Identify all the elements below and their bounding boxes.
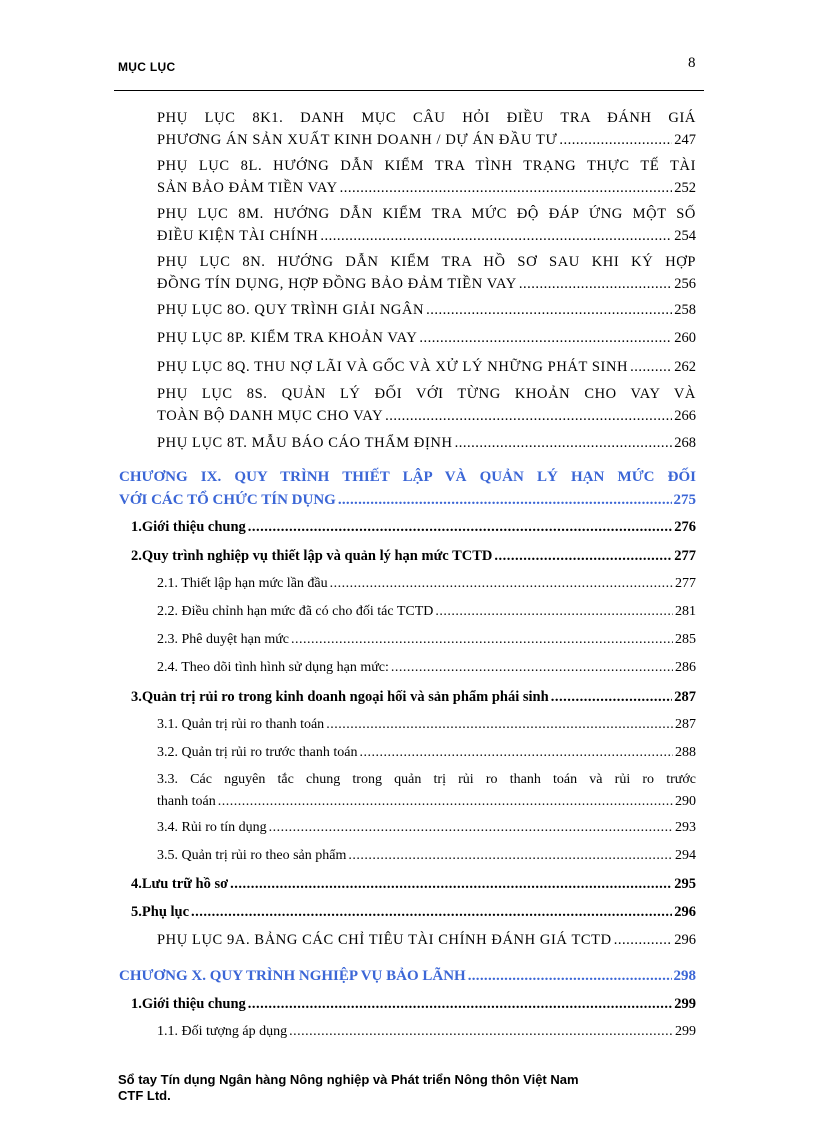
page-footer bbox=[118, 1072, 579, 1104]
toc-section-10-1[interactable]: 1. Giới thiệu chung ..... 299 bbox=[119, 993, 696, 1015]
toc-entry-appendix-8q[interactable]: PHỤ LỤC 8Q. THU NỢ LÃI VÀ GỐC VÀ XỬ LÝ NHỮNG PHÁT SINH ..... 262 bbox=[157, 356, 696, 378]
page-ref: 277 bbox=[674, 548, 696, 564]
toc-subsection-1-1[interactable]: 1.1. Đối tượng áp dụng ..... 299 bbox=[157, 1021, 696, 1043]
toc-entry-appendix-8k1[interactable]: PHỤ LỤC 8K1. DANH MỤC CÂU HỎI ĐIỀU TRA ĐÁNH GIÁ PHƯƠNG ÁN SẢN XUẤT KINH DOANH / DỰ ÁN ĐẦU TƯ ..... 247 bbox=[157, 107, 696, 151]
toc-subsection-3-4[interactable]: 3.4. Rủi ro tín dụng ..... 293 bbox=[157, 817, 696, 839]
page-ref: 293 bbox=[675, 820, 696, 835]
page-ref: 262 bbox=[674, 359, 696, 375]
page-ref: 294 bbox=[675, 848, 696, 863]
toc-entry-appendix-8n[interactable]: PHỤ LỤC 8N. HƯỚNG DẪN KIỂM TRA HỒ SƠ SAU KHI KÝ HỢP ĐỒNG TÍN DỤNG, HỢP ĐỒNG BẢO ĐẢM TIỀN VAY ..... 256 bbox=[157, 251, 696, 295]
toc-section-9-5[interactable]: 5. Phụ lục ..... 296 bbox=[119, 901, 696, 923]
header-title: MỤC LỤC bbox=[118, 60, 176, 74]
toc-section-9-4[interactable]: 4. Lưu trữ hồ sơ ..... 295 bbox=[119, 873, 696, 895]
page-ref: 285 bbox=[675, 632, 696, 647]
toc-subsection-3-2[interactable]: 3.2. Quản trị rủi ro trước thanh toán ..... 288 bbox=[157, 742, 696, 764]
page-ref: 287 bbox=[675, 717, 696, 732]
page-ref: 296 bbox=[674, 904, 696, 920]
page-ref: 258 bbox=[674, 302, 696, 318]
page-ref: 256 bbox=[674, 276, 696, 292]
page-ref: 287 bbox=[674, 689, 696, 705]
page-ref: 299 bbox=[674, 996, 696, 1012]
footer-book-title: Sổ tay Tín dụng Ngân hàng Nông nghiệp và Phát triển Nông thôn Việt Nam bbox=[118, 1072, 579, 1087]
header-rule bbox=[114, 90, 704, 91]
toc-chapter-9[interactable]: CHƯƠNG IX. QUY TRÌNH THIẾT LẬP VÀ QUẢN LÝ HẠN MỨC ĐỐI VỚI CÁC TỔ CHỨC TÍN DỤNG ..... 275 bbox=[119, 466, 696, 512]
page-ref: 266 bbox=[674, 408, 696, 424]
page-number: 8 bbox=[688, 55, 696, 71]
toc-entry-appendix-8t[interactable]: PHỤ LỤC 8T. MẪU BÁO CÁO THẨM ĐỊNH ..... 268 bbox=[157, 432, 696, 454]
toc-chapter-10[interactable]: CHƯƠNG X. QUY TRÌNH NGHIỆP VỤ BẢO LÃNH ..... 298 bbox=[119, 965, 696, 988]
toc-subsection-3-3[interactable]: 3.3. Các nguyên tắc chung trong quản trị rủi ro thanh toán và rủi ro trước thanh toán ..... 290 bbox=[157, 769, 696, 813]
toc-entry-appendix-8p[interactable]: PHỤ LỤC 8P. KIỂM TRA KHOẢN VAY ..... 260 bbox=[157, 327, 696, 349]
page-ref: 252 bbox=[674, 180, 696, 196]
toc-subsection-3-5[interactable]: 3.5. Quản trị rủi ro theo sản phẩm ..... 294 bbox=[157, 845, 696, 867]
toc-entry-appendix-8s[interactable]: PHỤ LỤC 8S. QUẢN LÝ ĐỐI VỚI TỪNG KHOẢN CHO VAY VÀ TOÀN BỘ DANH MỤC CHO VAY ..... 266 bbox=[157, 383, 696, 427]
toc-entry-appendix-8m[interactable]: PHỤ LỤC 8M. HƯỚNG DẪN KIỂM TRA MỨC ĐỘ ĐÁP ỨNG MỘT SỐ ĐIỀU KIỆN TÀI CHÍNH ..... 254 bbox=[157, 203, 696, 247]
toc-entry-appendix-9a[interactable]: PHỤ LỤC 9A. BẢNG CÁC CHỈ TIÊU TÀI CHÍNH ĐÁNH GIÁ TCTD ..... 296 bbox=[157, 929, 696, 951]
page-ref: 290 bbox=[675, 794, 696, 809]
toc-section-9-1[interactable]: 1. Giới thiệu chung ..... 276 bbox=[119, 516, 696, 538]
toc-subsection-2-2[interactable]: 2.2. Điều chỉnh hạn mức đã có cho đối tác TCTD ..... 281 bbox=[157, 601, 696, 623]
page-ref: 254 bbox=[674, 228, 696, 244]
page-ref: 277 bbox=[675, 576, 696, 591]
footer-publisher: CTF Ltd. bbox=[118, 1088, 171, 1103]
toc-subsection-2-1[interactable]: 2.1. Thiết lập hạn mức lần đầu ..... 277 bbox=[157, 573, 696, 595]
page-ref: 288 bbox=[675, 745, 696, 760]
toc-subsection-3-1[interactable]: 3.1. Quản trị rủi ro thanh toán ..... 287 bbox=[157, 714, 696, 736]
page-ref: 276 bbox=[674, 519, 696, 535]
page-ref: 260 bbox=[674, 330, 696, 346]
page-ref: 299 bbox=[675, 1024, 696, 1039]
page-ref: 247 bbox=[674, 132, 696, 148]
page-ref: 268 bbox=[674, 435, 696, 451]
page-ref: 286 bbox=[675, 660, 696, 675]
page-ref: 275 bbox=[673, 492, 696, 508]
page-ref: 296 bbox=[674, 932, 696, 948]
toc-section-9-2[interactable]: 2. Quy trình nghiệp vụ thiết lập và quản lý hạn mức TCTD ..... 277 bbox=[119, 545, 696, 567]
page-ref: 295 bbox=[674, 876, 696, 892]
toc-entry-appendix-8l[interactable]: PHỤ LỤC 8L. HƯỚNG DẪN KIỂM TRA TÌNH TRẠNG THỰC TẾ TÀI SẢN BẢO ĐẢM TIỀN VAY ..... 252 bbox=[157, 155, 696, 199]
toc-subsection-2-3[interactable]: 2.3. Phê duyệt hạn mức ..... 285 bbox=[157, 629, 696, 651]
toc-entry-appendix-8o[interactable]: PHỤ LỤC 8O. QUY TRÌNH GIẢI NGÂN ..... 258 bbox=[157, 299, 696, 321]
page-ref: 281 bbox=[675, 604, 696, 619]
toc-subsection-2-4[interactable]: 2.4. Theo dõi tình hình sử dụng hạn mức: ..... 286 bbox=[157, 657, 696, 679]
page-ref: 298 bbox=[673, 968, 696, 984]
toc-section-9-3[interactable]: 3. Quản trị rủi ro trong kinh doanh ngoại hối và sản phẩm phái sinh ..... 287 bbox=[119, 686, 696, 708]
